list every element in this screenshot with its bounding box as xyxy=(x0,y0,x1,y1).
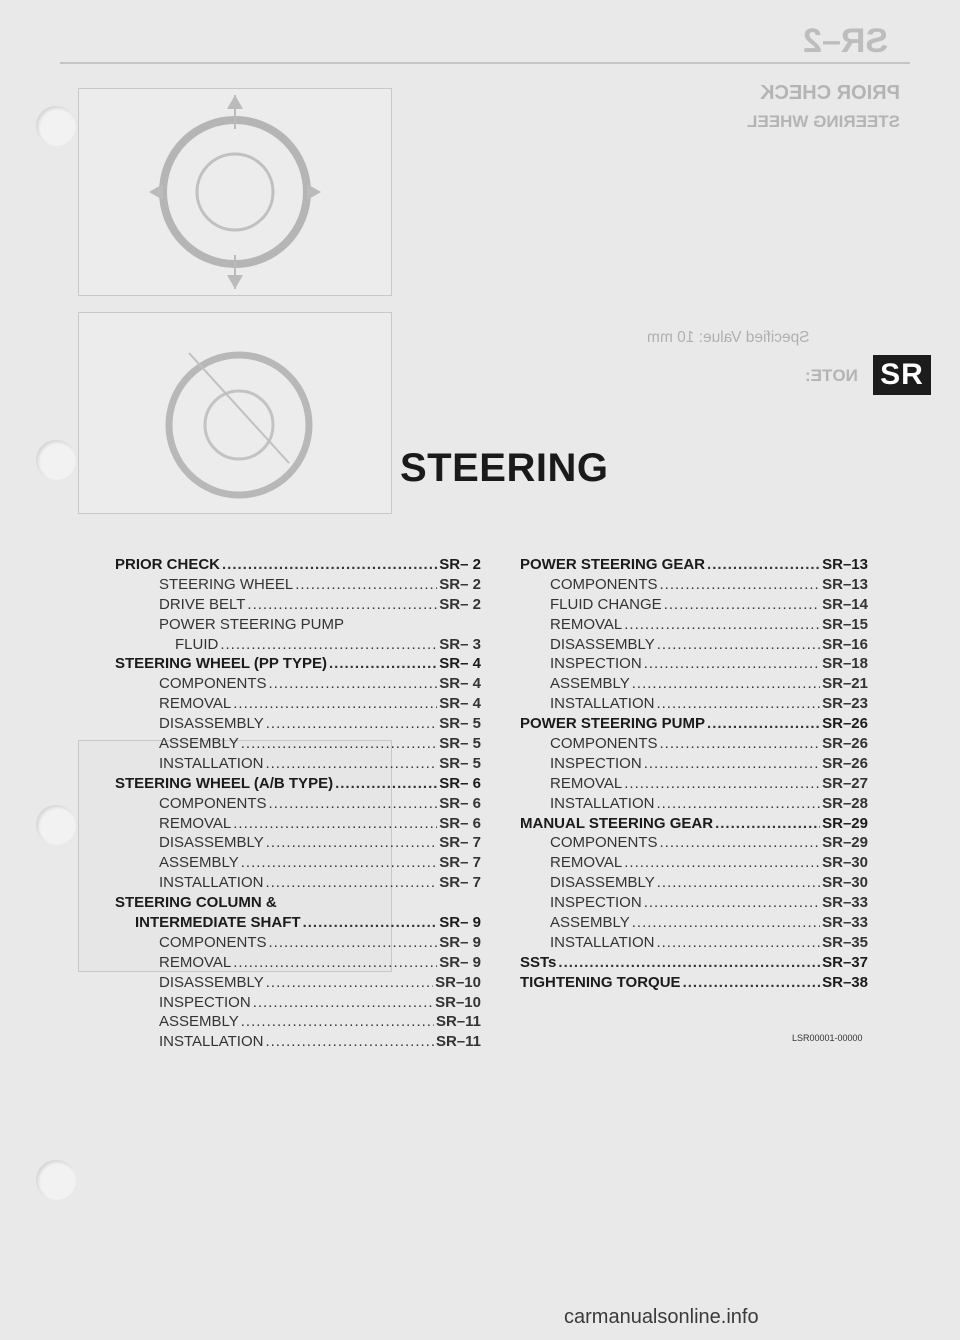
toc-entry-label: DISASSEMBLY xyxy=(159,973,264,991)
toc-leader-dots xyxy=(656,694,820,714)
toc-entry[interactable] xyxy=(520,973,868,993)
toc-leader-dots xyxy=(656,933,820,953)
punch-hole xyxy=(36,440,76,480)
toc-entry-page: SR–15 xyxy=(822,615,868,633)
toc-entry-label: INSTALLATION xyxy=(550,933,655,951)
toc-entry-page: SR– 3 xyxy=(439,635,481,653)
toc-entry-label: DISASSEMBLY xyxy=(159,715,264,733)
toc-entry-page: SR– 2 xyxy=(439,575,481,593)
toc-entry[interactable] xyxy=(520,794,868,814)
toc-entry-page: SR–10 xyxy=(435,973,481,991)
toc-entry[interactable] xyxy=(115,635,481,655)
toc-leader-dots xyxy=(656,794,820,814)
toc-entry-label: DISASSEMBLY xyxy=(550,874,655,892)
page-title: STEERING xyxy=(400,446,609,490)
toc-leader-dots xyxy=(683,973,821,993)
toc-leader-dots xyxy=(707,555,820,575)
toc-entry-page: SR– 9 xyxy=(439,933,481,951)
ghost-header-rule xyxy=(60,62,910,64)
toc-entry-page: SR– 6 xyxy=(439,774,481,792)
toc-entry[interactable] xyxy=(115,555,481,575)
toc-entry[interactable] xyxy=(520,575,868,595)
toc-leader-dots xyxy=(269,933,438,953)
toc-entry-label: STEERING WHEEL xyxy=(159,575,294,593)
toc-entry-label: DRIVE BELT xyxy=(159,595,246,613)
toc-leader-dots xyxy=(269,794,438,814)
toc-entry[interactable] xyxy=(115,674,481,694)
toc-entry-label: INSTALLATION xyxy=(159,754,264,772)
toc-entry-page: SR– 5 xyxy=(439,754,481,772)
toc-leader-dots xyxy=(266,833,438,853)
toc-leader-dots xyxy=(265,1032,433,1052)
toc-entry[interactable] xyxy=(115,1032,481,1052)
toc-entry-page: SR– 7 xyxy=(439,874,481,892)
toc-entry-page: SR– 6 xyxy=(439,814,481,832)
toc-leader-dots xyxy=(266,714,438,734)
toc-entry-label: REMOVAL xyxy=(159,953,232,971)
toc-entry[interactable] xyxy=(520,913,868,933)
toc-entry-page: SR–18 xyxy=(822,655,868,673)
toc-entry[interactable] xyxy=(115,853,481,873)
toc-entry-label: INSTALLATION xyxy=(159,1033,264,1051)
toc-leader-dots xyxy=(624,774,820,794)
toc-entry-label: INSTALLATION xyxy=(159,874,264,892)
toc-leader-dots xyxy=(632,674,820,694)
toc-entry-page: SR–23 xyxy=(822,695,868,713)
toc-leader-dots xyxy=(660,734,821,754)
toc-entry-page: SR– 6 xyxy=(439,794,481,812)
toc-leader-dots xyxy=(558,953,820,973)
toc-leader-dots xyxy=(265,873,437,893)
toc-entry[interactable] xyxy=(115,1012,481,1032)
toc-entry-page: SR–13 xyxy=(822,556,868,573)
toc-leader-dots xyxy=(644,754,820,774)
toc-entry[interactable] xyxy=(115,694,481,714)
toc-entry-page: SR– 2 xyxy=(439,556,481,573)
toc-entry-page: SR–35 xyxy=(822,933,868,951)
toc-entry[interactable] xyxy=(115,913,481,933)
toc-entry-label: PRIOR CHECK xyxy=(115,556,221,573)
toc-entry-label: STEERING WHEEL (PP TYPE) xyxy=(115,655,327,673)
toc-entry-page: SR– 9 xyxy=(439,914,481,932)
toc-entry[interactable] xyxy=(115,754,481,774)
toc-entry-label: REMOVAL xyxy=(159,814,232,832)
toc-entry-label: STEERING WHEEL (A/B TYPE) xyxy=(115,774,334,792)
toc-leader-dots xyxy=(241,734,438,754)
toc-leader-dots xyxy=(222,555,437,575)
toc-entry-page: SR–29 xyxy=(822,814,868,832)
toc-leader-dots xyxy=(295,575,437,595)
toc-entry-page: SR– 7 xyxy=(439,854,481,872)
toc-leader-dots xyxy=(220,635,437,655)
toc-entry-label: COMPONENTS xyxy=(550,735,658,753)
toc-entry[interactable] xyxy=(115,714,481,734)
ghost-heading-note: NOTE: xyxy=(805,366,858,385)
toc-entry-page: SR–10 xyxy=(435,993,481,1011)
toc-entry-label: MANUAL STEERING GEAR xyxy=(520,814,714,832)
toc-entry-page: SR–33 xyxy=(822,894,868,912)
toc-left-column xyxy=(115,555,481,1052)
toc-leader-dots xyxy=(241,853,438,873)
toc-entry[interactable] xyxy=(115,615,481,635)
toc-leader-dots xyxy=(624,615,820,635)
toc-entry[interactable] xyxy=(115,595,481,615)
toc-entry-label: REMOVAL xyxy=(550,774,623,792)
toc-entry-page: SR–13 xyxy=(822,575,868,593)
toc-entry-label: FLUID xyxy=(175,635,219,653)
punch-hole xyxy=(36,106,76,146)
toc-entry[interactable] xyxy=(520,873,868,893)
ghost-heading-steering-wheel: STEERING WHEEL xyxy=(746,112,900,131)
toc-entry-page: SR–33 xyxy=(822,914,868,932)
toc-entry[interactable] xyxy=(115,873,481,893)
toc-entry[interactable] xyxy=(115,734,481,754)
toc-entry-page: SR–14 xyxy=(822,595,868,613)
toc-leader-dots xyxy=(624,853,820,873)
toc-entry[interactable] xyxy=(520,814,868,834)
toc-entry[interactable] xyxy=(520,893,868,913)
toc-leader-dots xyxy=(233,694,437,714)
toc-leader-dots xyxy=(247,595,437,615)
toc-entry[interactable] xyxy=(520,654,868,674)
toc-entry-page: SR–28 xyxy=(822,794,868,812)
toc-entry-page: SR–21 xyxy=(822,675,868,693)
steering-wheel-icon xyxy=(79,89,391,295)
toc-entry[interactable] xyxy=(115,654,481,674)
toc-leader-dots xyxy=(657,635,820,655)
ghost-page-number: SR–2 xyxy=(802,22,888,60)
toc-entry[interactable] xyxy=(115,973,481,993)
toc-entry[interactable] xyxy=(115,774,481,794)
toc-entry-label: INTERMEDIATE SHAFT xyxy=(135,914,301,932)
toc-entry-label: POWER STEERING PUMP xyxy=(159,615,345,633)
toc-leader-dots xyxy=(657,873,820,893)
toc-entry-label: DISASSEMBLY xyxy=(159,834,264,852)
toc-entry[interactable] xyxy=(115,933,481,953)
toc-entry[interactable] xyxy=(115,575,481,595)
toc-entry[interactable] xyxy=(520,674,868,694)
toc-entry[interactable] xyxy=(520,933,868,953)
toc-leader-dots xyxy=(266,973,433,993)
ghost-heading-prior-check: PRIOR CHECK xyxy=(759,82,900,104)
toc-entry[interactable] xyxy=(520,853,868,873)
toc-entry-page: SR–37 xyxy=(822,953,868,971)
toc-entry-label: REMOVAL xyxy=(159,695,232,713)
toc-entry-label: INSTALLATION xyxy=(550,695,655,713)
toc-entry-page: SR–29 xyxy=(822,834,868,852)
toc-leader-dots xyxy=(303,913,438,933)
toc-entry-label: COMPONENTS xyxy=(159,675,267,693)
toc-entry-label: FLUID CHANGE xyxy=(550,595,662,613)
toc-entry-page: SR– 2 xyxy=(439,595,481,613)
toc-leader-dots xyxy=(335,774,437,794)
toc-entry-page: SR– 4 xyxy=(439,695,481,713)
toc-entry-label: COMPONENTS xyxy=(159,933,267,951)
toc-entry-label: POWER STEERING PUMP xyxy=(520,715,706,733)
toc-leader-dots xyxy=(644,654,820,674)
toc-entry-page: SR– 4 xyxy=(439,655,481,673)
toc-entry-label: REMOVAL xyxy=(550,615,623,633)
toc-leader-dots xyxy=(660,833,821,853)
toc-entry-label: INSTALLATION xyxy=(550,794,655,812)
toc-leader-dots xyxy=(329,654,437,674)
toc-entry-page: SR–16 xyxy=(822,635,868,653)
toc-entry-page: SR–27 xyxy=(822,774,868,792)
toc-entry-label: TIGHTENING TORQUE xyxy=(520,973,681,991)
toc-entry-label: STEERING COLUMN & xyxy=(115,894,277,912)
toc-entry[interactable] xyxy=(520,595,868,615)
toc-leader-dots xyxy=(715,814,820,834)
toc-entry[interactable] xyxy=(115,814,481,834)
punch-hole xyxy=(36,805,76,845)
toc-entry-label: COMPONENTS xyxy=(550,834,658,852)
toc-entry[interactable] xyxy=(520,953,868,973)
toc-entry[interactable] xyxy=(520,833,868,853)
toc-entry-label: POWER STEERING GEAR xyxy=(520,556,706,573)
toc-leader-dots xyxy=(632,913,820,933)
toc-entry-label: COMPONENTS xyxy=(159,794,267,812)
ghost-steering-wheel-figure xyxy=(78,88,392,296)
toc-entry-page: SR–11 xyxy=(435,1013,481,1031)
toc-entry[interactable] xyxy=(115,953,481,973)
toc-entry-page: SR–26 xyxy=(822,754,868,772)
toc-entry-page: SR–26 xyxy=(822,735,868,753)
toc-entry-page: SR–30 xyxy=(822,854,868,872)
toc-entry[interactable] xyxy=(520,754,868,774)
punch-hole xyxy=(36,1160,76,1200)
toc-entry-label: INSPECTION xyxy=(550,754,642,772)
toc-entry[interactable] xyxy=(115,993,481,1013)
toc-entry[interactable] xyxy=(520,635,868,655)
toc-entry-label: INSPECTION xyxy=(550,894,642,912)
toc-leader-dots xyxy=(660,575,821,595)
toc-entry[interactable] xyxy=(115,833,481,853)
toc-entry-page: SR– 7 xyxy=(439,834,481,852)
toc-leader-dots xyxy=(253,993,433,1013)
toc-leader-dots xyxy=(707,714,820,734)
toc-entry-label: DISASSEMBLY xyxy=(550,635,655,653)
toc-entry-page: SR–38 xyxy=(822,973,868,991)
toc-entry-page: SR– 9 xyxy=(439,953,481,971)
toc-entry-label: REMOVAL xyxy=(550,854,623,872)
toc-entry[interactable] xyxy=(115,794,481,814)
toc-entry-label: ASSEMBLY xyxy=(550,675,630,693)
toc-entry[interactable] xyxy=(115,893,481,913)
toc-entry-page: SR– 5 xyxy=(439,715,481,733)
toc-entry-label: ASSEMBLY xyxy=(159,1013,239,1031)
toc-entry[interactable] xyxy=(520,615,868,635)
toc-entry-label: ASSEMBLY xyxy=(159,735,239,753)
ghost-spec-value: Specified Value: 10 mm xyxy=(647,329,810,346)
document-code: LSR00001-00000 xyxy=(792,1033,863,1043)
toc-entry-page: SR–30 xyxy=(822,874,868,892)
toc-leader-dots xyxy=(233,953,437,973)
toc-leader-dots xyxy=(265,754,437,774)
toc-entry-label: INSPECTION xyxy=(159,993,251,1011)
toc-leader-dots xyxy=(664,595,820,615)
toc-leader-dots xyxy=(644,893,820,913)
toc-entry[interactable] xyxy=(520,694,868,714)
toc-entry[interactable] xyxy=(520,714,868,734)
toc-entry[interactable] xyxy=(520,555,868,575)
steering-wheel-icon xyxy=(79,313,391,513)
toc-entry-page: SR– 5 xyxy=(439,735,481,753)
toc-right-column xyxy=(520,555,868,993)
toc-entry-label: ASSEMBLY xyxy=(550,914,630,932)
toc-entry-page: SR–26 xyxy=(822,715,868,733)
toc-entry-label: COMPONENTS xyxy=(550,575,658,593)
toc-leader-dots xyxy=(269,674,438,694)
toc-entry-page: SR–11 xyxy=(435,1033,481,1051)
toc-entry-label: SSTs xyxy=(520,953,557,971)
footer-watermark: carmanualsonline.info xyxy=(564,1306,759,1328)
section-tab-sr: SR xyxy=(873,355,931,395)
toc-leader-dots xyxy=(233,814,437,834)
toc-leader-dots xyxy=(241,1012,434,1032)
toc-entry-label: ASSEMBLY xyxy=(159,854,239,872)
toc-entry-page: SR– 4 xyxy=(439,675,481,693)
toc-entry-label: INSPECTION xyxy=(550,655,642,673)
ghost-free-play-figure xyxy=(78,312,392,514)
toc-entry[interactable] xyxy=(520,774,868,794)
toc-entry[interactable] xyxy=(520,734,868,754)
